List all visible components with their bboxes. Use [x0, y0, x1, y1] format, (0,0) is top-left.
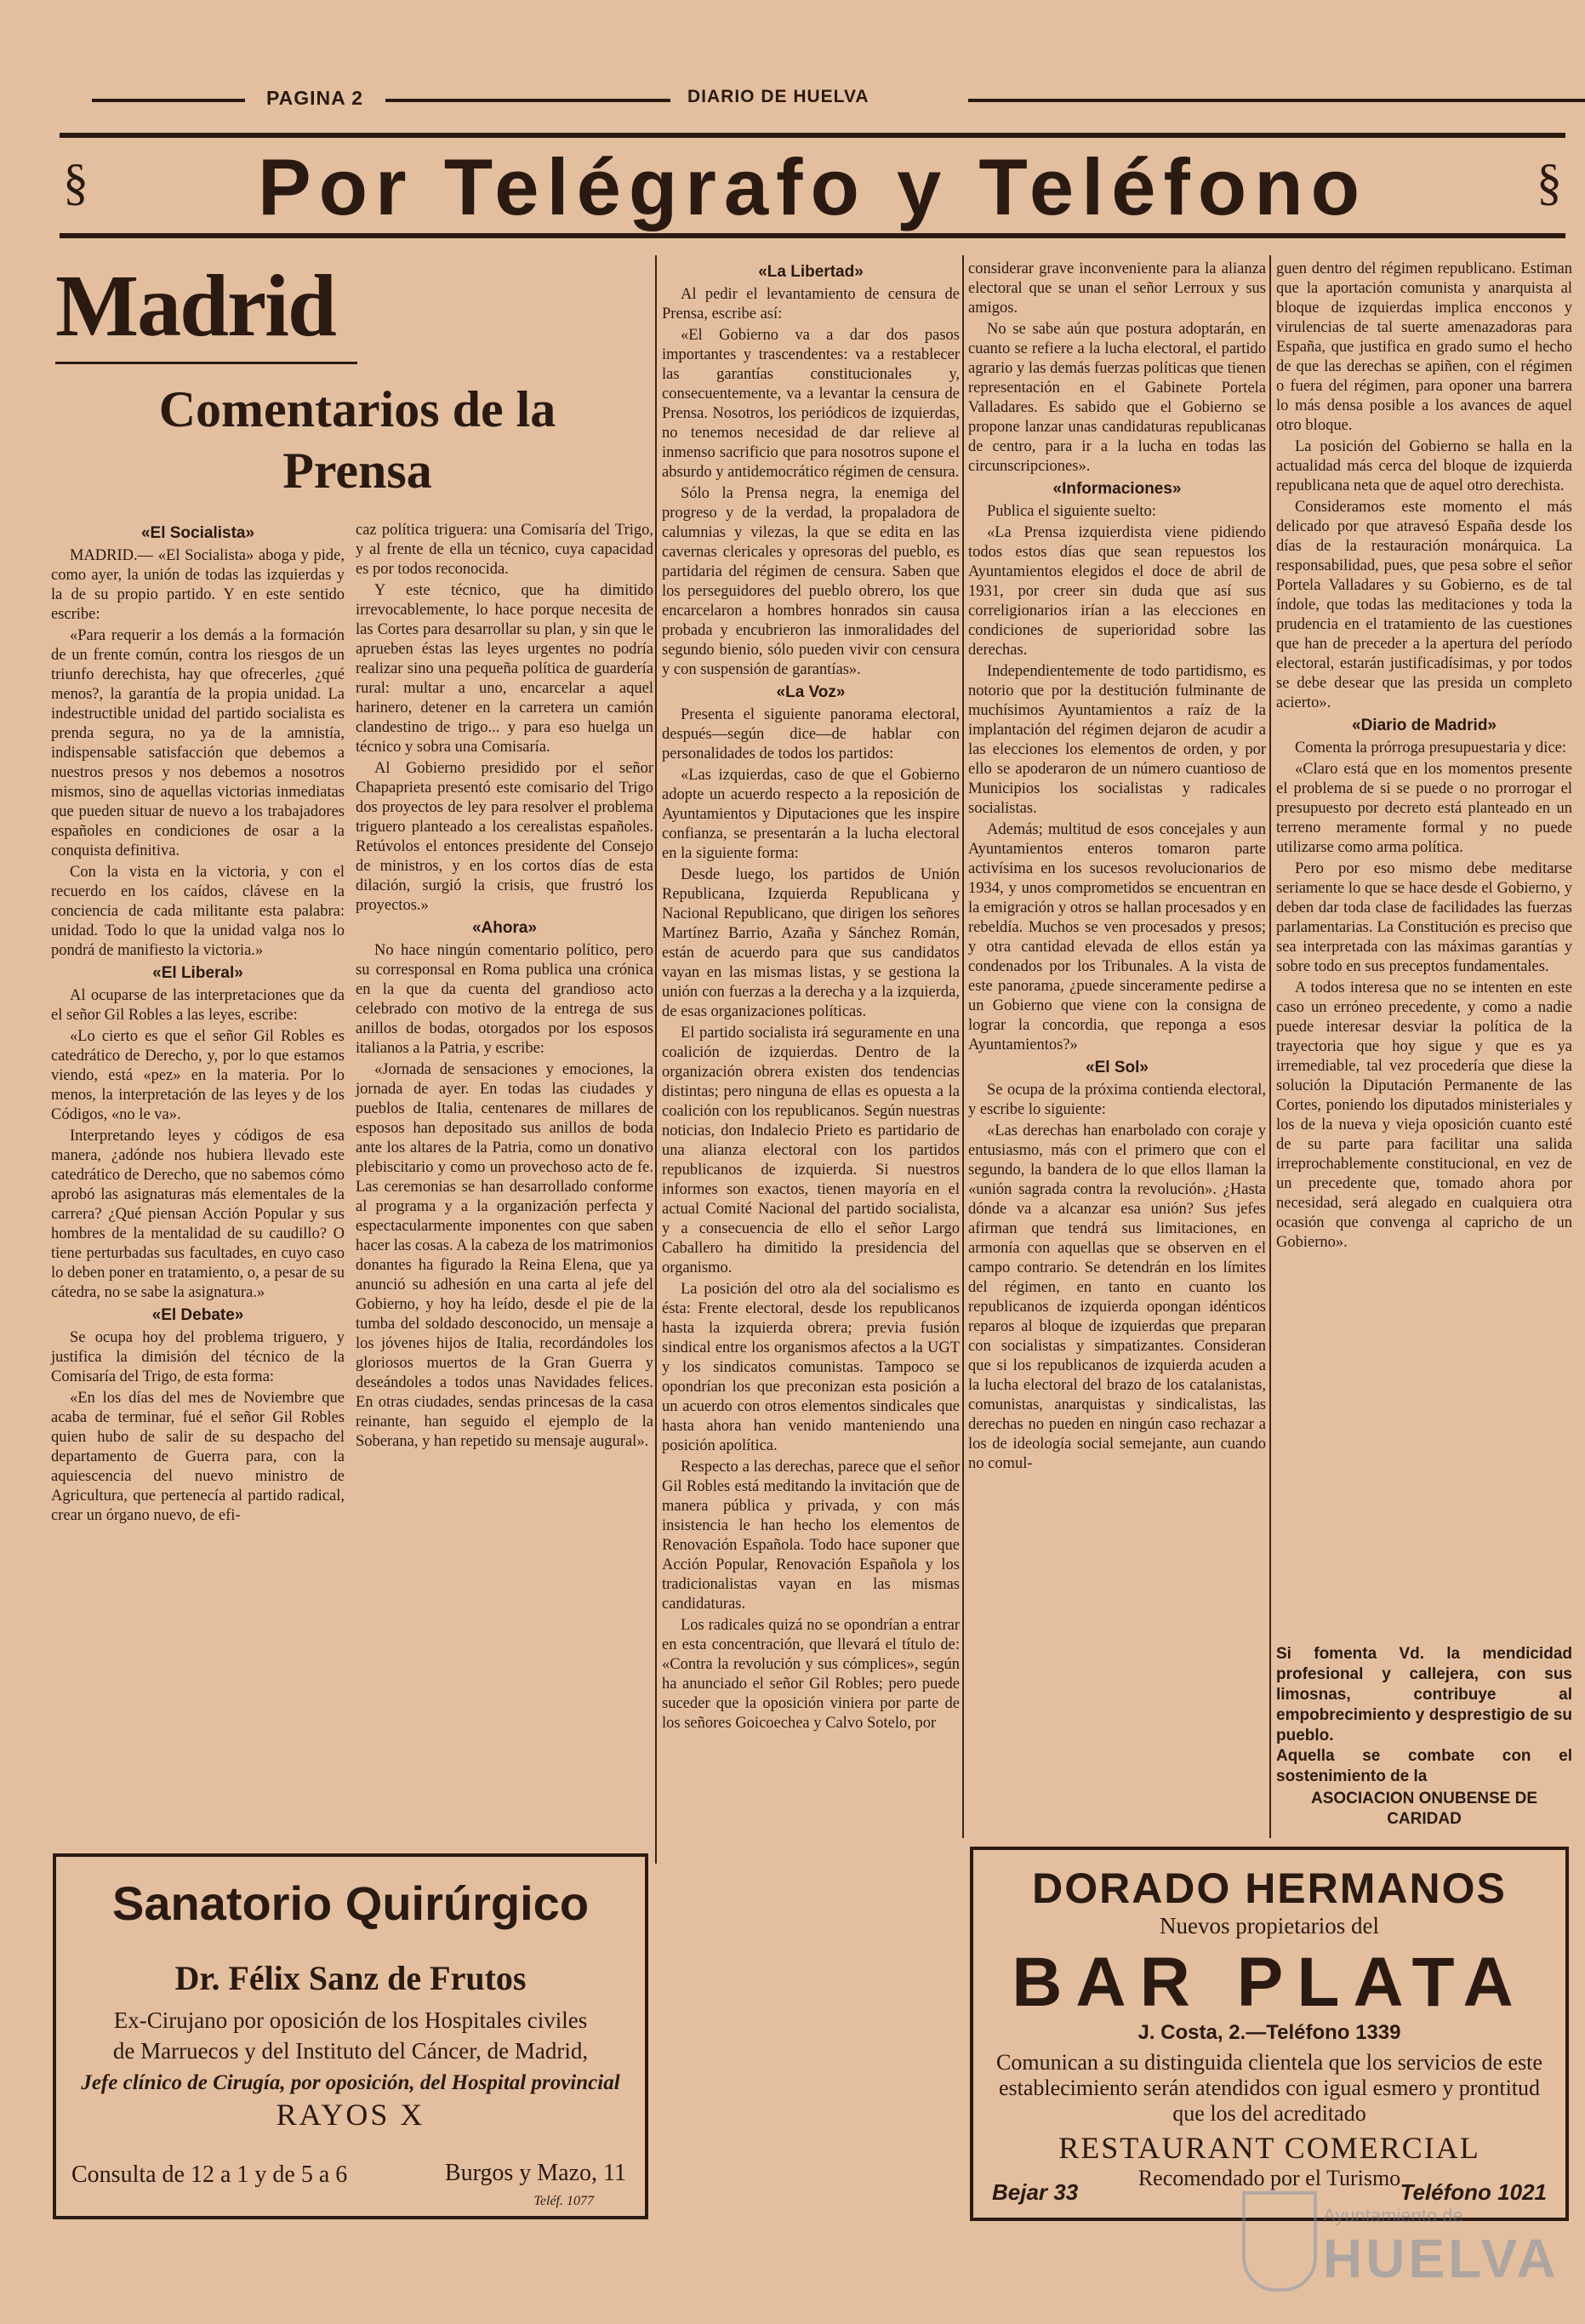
header-rule-middle [385, 99, 670, 102]
section-heading: «Informaciones» [1052, 480, 1182, 498]
ad-rayos: RAYOS X [276, 2098, 425, 2132]
column-rule [962, 255, 964, 1838]
column-1 [51, 521, 345, 1527]
ad-sanatorio-title: Sanatorio Quirúrgico [111, 1876, 590, 1930]
paragraph: No hace ningún comentario político, pero su corresponsal en Roma publica una crónica en la que da cuenta del grandioso acto celebrado con motivo de la entrega de sus anillos de bodas, otorgados por los esposos italianos a la Patria, y escribe: [356, 942, 653, 1057]
paragraph: Comenta la prórroga presupuestaria y dice: [1295, 739, 1567, 757]
paragraph: «Claro está que en los momentos presente el problema de si se puede o no prorrogar el presupuesto por decreto está planteado en un terreno meramente formal y no puede utilizarse como arma política. [1276, 761, 1572, 856]
ad-bar-phone: Teléfono 1021 [1400, 2179, 1547, 2205]
paragraph: «Las izquierdas, caso de que el Gobierno adopte un acuerdo respecto a la reposición de Ayuntamientos y Diputaciones que les inspire confianza, se presentarán a la lucha electoral en la siguiente forma: [662, 767, 960, 862]
paragraph: Al pedir el levantamiento de censura de Prensa, escribe así: [662, 286, 960, 323]
paragraph: Se ocupa hoy del problema triguero, y justifica la dimisión del técnico de la Comisaría del Trigo, de esta forma: [51, 1329, 345, 1385]
paragraph: caz política triguera: una Comisaría del Trigo, y al frente de ella un técnico, cuya capacidad es por todos reconocida. [356, 522, 653, 578]
paragraph: Y este técnico, que ha dimitido irrevocablemente, lo hace porque necesita de las Cortes para desarrollar su plan, y sin que le aprueben éstas las leyes urgentes no podría realizar sino una pequeña política de guardería rural: multar a uno, encarcelar a aquel harinero, detener en la carretera un camión clandestino de trigo... y para eso huelga un técnico y sobra una Comisaría. [356, 582, 653, 756]
paragraph: A todos interesa que no se intenten en este caso un erróneo precedente, y como a nadie puede interesar desviar la política de la trayectoria que hoy sigue y que es ya irremediable, tal vez procedería que diese la solución la Diputación Permanente de las Cortes, poniendo los diputados ministeriales y los de la nueva y vieja oposición cuanto esté de su parte para facilitar una salida irreprochablemente constitucional, en vez de un precedente que, tomado ahora por necesidad, será alegado en cualquiera otra ocasión que convenga al capricho de un Gobierno». [1276, 979, 1572, 1251]
section-heading: «El Socialista» [140, 524, 255, 542]
paragraph: Pero por eso mismo debe meditarse seriamente lo que se hace desde el Gobierno, y deben dar toda clase de facilidades las fuerzas parlamentarias. La Constitución es preciso que sea interpretada con las máximas garantías y sobre todo en sus preceptos fundamentales. [1276, 860, 1572, 975]
ad-phone: Teléf. 1077 [533, 2194, 594, 2208]
page-header [92, 85, 875, 116]
paragraph: No se sabe aún que postura adoptarán, en cuanto se refiere a la lucha electoral, el partido agrario y las demás fuerzas políticas que tienen representación en el Gabinete Portela Valladares. Es sabido que el Gobierno se propone lanzar unas candidaturas republicanas de centro, para ir a la lucha en todas las circunscripciones». [968, 321, 1266, 475]
paragraph: Presenta el siguiente panorama electoral, después—según dice—de hablar con personalidades de todos los partidos: [662, 706, 960, 762]
paragraph: Además; multitud de esos concejales y aun Ayuntamientos enteros tomaron parte activísima en los sucesos revolucionarios de 1934, y unos comprometidos se encuentran en la emigración y otros se hallan procesados y en rebeldía. Muchos se ven procesados y presos; y otra cantidad elevada de ellos están ya condenados por los Tribunales. A la vista de este panorama, ¿puede sinceramente pedirse a un Gobierno que viene con la consigna de lograr la concordia, que reponga a esos Ayuntamientos?» [968, 821, 1266, 1054]
paragraph: Con la vista en la victoria, y con el recuerdo en los caídos, clávese en la conciencia de cada militante esta palabra: unidad. Todo lo que la unidad valga nos lo pondrá de manifiesto la victoria.» [51, 864, 345, 959]
section-heading: «El Liberal» [152, 964, 243, 982]
paragraph: Se ocupa de la próxima contienda electoral, y escribe lo siguiente: [968, 1082, 1266, 1118]
column-5 [1276, 260, 1572, 1254]
paragraph: guen dentro del régimen republicano. Estiman que la aportación comunista y anarquista al bloque de izquierdas implica encconos y virulencias de tal suerte amenazadoras para España, que justifica en grado sumo el hecho de que las derechas se apiñen, con el régimen o fuera del régimen, para oponer una barrera lo más densa posible a los avances de aquel otro bloque. [1276, 260, 1572, 434]
section-heading: «El Sol» [1086, 1059, 1149, 1076]
paragraph: Respecto a las derechas, parece que el señor Gil Robles está meditando la invitación que de manera pública y privada, y con más insistencia le han hecho los elementos de Renovación Española. Todo hace suponer que Acción Popular, Renovación Española y los tradicionalistas vayan en las mismas candidaturas. [662, 1459, 960, 1613]
section-heading: «El Debate» [151, 1306, 244, 1324]
paragraph: La posición del Gobierno se halla en la actualidad más cerca del bloque de izquierda republicana neta que de aquel otro derechista. [1276, 438, 1572, 494]
header-rule-left [92, 99, 245, 102]
paragraph: Interpretando leyes y códigos de esa manera, ¿adónde nos hubiera llevado este catedrático de Derecho, que no sabemos cómo aprobó las asignaturas más elementales de la carrera? ¿Qué piensan Acción Popular y sus hombres de la mentalidad de su caudillo? O tiene perturbadas sus facultades, en cuyo caso lo deben poner en tratamiento, o, a pesar de su cátedra, no se sabe la asignatura.» [51, 1128, 345, 1301]
ad-dorado-sub: Nuevos propietarios del [1160, 1913, 1379, 1939]
ad-line-1: Ex-Cirujano por oposición de los Hospitales civiles [113, 2007, 588, 2033]
paragraph: «Jornada de sensaciones y emociones, la jornada de ayer. En todas las ciudades y pueblos de Italia, centenares de millares de esposos han depositado sus anillos de boda ante los altares de la Patria, como un donativo plebiscitario y como un provechoso acto de fe. Las ceremonias se han desarrollado conforme al programa y a la organización perfecta y espectacularmente imponentes con que saben hacer las cosas. A la cabeza de los matrimonios donantes ha figurado la Reina Elena, que ya anunció su adhesión en una carta al jefe del Gobierno, y hoy ha leído, desde el pie de la tumba del soldado desconocido, un mensaje a los jóvenes hijos de Italia, recordándoles los gloriosos muertos de la Gran Guerra y deseándoles a todos unas Navidades felices. En otras ciudades, sendas princesas de la casa reinante, han seguido el ejemplo de la Soberana, y han repetido su mensaje augural». [356, 1061, 653, 1450]
paragraph: MADRID.— «El Socialista» aboga y pide, como ayer, la unión de todas las izquierdas y la de su propio partido. Y en este sentido escribe: [51, 547, 345, 623]
paragraph: «La Prensa izquierdista viene pidiendo todos estos días que sean repuestos los Ayuntamientos elegidos el doce de abril de 1931, por creer sin duda que así sus correligionarios irían a las elecciones en condiciones de superioridad sobre las derechas. [968, 524, 1266, 659]
ad-line-3: Jefe clínico de Cirugía, por oposición, del Hospital provincial [81, 2071, 620, 2094]
paragraph: Independientemente de todo partidismo, es notorio que por la destitución fulminante de muchísimos Ayuntamientos a raíz de la implantación del régimen dejaron de acudir a las elecciones los elementos de orden, y por ello se apoderaron de un número cuantioso de Municipios los socialistas y radicales socialistas. [968, 663, 1266, 817]
paragraph: «Lo cierto es que el señor Gil Robles es catedrático de Derecho, y, por lo que estamos viendo, está «pez» en la materia. Por lo menos, la interpretación de las leyes y de los Códigos, «no le va». [51, 1028, 345, 1123]
paragraph: Al ocuparse de las interpretaciones que da el señor Gil Robles a las leyes, escribe: [51, 987, 345, 1024]
charity-notice [1276, 1644, 1572, 1830]
ad-dorado-title: DORADO HERMANOS [1032, 1864, 1507, 1912]
ad-line-2: de Marruecos y del Instituto del Cáncer, de Madrid, [112, 2038, 589, 2064]
paragraph: «En los días del mes de Noviembre que acaba de terminar, fué el señor Gil Robles quien hubo de salir de su despacho del departamento de Guerra para, con la aquiescencia del nuevo ministro de Agricultura, que pertenecía al partido radical, crear un órgano nuevo, de efi- [51, 1390, 345, 1524]
section-heading: «La Voz» [776, 683, 846, 701]
paragraph: Consideramos este momento el más delicado por que atravesó España desde los días de la restauración monárquica. La responsabilidad, pues, que pesa sobre el señor Portela Valladares y su Gobierno, es de tal índole, que todas las meditaciones y toda la prudencia en el tratamiento de las cuestiones que han de preceder a la apertura del período electoral, estarán justificadísimas, y por todos se debe desear que las presida un completo acierto». [1276, 499, 1572, 711]
section-heading: «La Libertad» [758, 263, 864, 281]
watermark-line-2: HUELVA [1323, 2228, 1559, 2289]
ad-restaurant: RESTAURANT COMERCIAL [1058, 2131, 1480, 2165]
notice-text-2: Aquella se combate con el sostenimiento de la [1276, 1747, 1572, 1785]
paragraph: «Para requerir a los demás a la formación de un frente común, contra los riesgos de un triunfo derechista, hay que ofrecerles, ¿qué menos?, la garantía de la propia unidad. La indestructible unidad del partido socialista es prenda segura, no ya de la amnistía, indispensable satisfacción que debemos a nuestros presos y nos debemos a nosotros mismos, sino de aquellas victorias inmediatas que pueden situar de nuevo a los trabajadores españoles en condiciones de osar a la conquista definitiva. [51, 627, 345, 859]
column-4 [968, 260, 1266, 1476]
headline: Comentarios de la Prensa [158, 381, 556, 499]
ad-hours: Consulta de 12 a 1 y de 5 a 6 [71, 2161, 348, 2188]
section-heading: «Ahora» [471, 919, 538, 937]
ad-bar-name: BAR PLATA [1012, 1944, 1527, 2021]
paragraph: «El Gobierno va a dar dos pasos importantes y trascendentes: va a restablecer las garantías constitucionales y, consecuentemente, va a levantar la censura de Prensa. Nosotros, los periódicos de izquierdas, no tenemos necesidad de dar relieve al inmenso sacrificio que para nosotros supone el absurdo y antidemocrático régimen de censura. [662, 327, 960, 481]
ad-bar-address: J. Costa, 2.—Teléfono 1339 [1137, 2021, 1401, 2044]
newspaper-name: DIARIO DE HUELVA [687, 87, 869, 106]
ad-bar-street: Bejar 33 [992, 2179, 1079, 2205]
ad-recommended: Recomendado por el Turismo [1137, 2166, 1401, 2190]
ad-bar-body: Comunican a su distinguida clientela que los servicios de este establecimiento serán atendidos con igual esmero y prontitud que los del acreditado [996, 2050, 1542, 2126]
paragraph: El partido socialista irá seguramente en una coalición de izquierdas. Dentro de la organización obrera existen dos tendencias distintas; pero ninguna de ellas es opuesta a la coalición con los republicanos. Según nuestras noticias, don Indalecio Prieto es partidario de una alianza electoral con los partidos republicanos de izquierda. Si nuestros informes son exactos, tienen mayoría en el actual Comité Nacional del partido socialista, y a consecuencia de ello el señor Largo Caballero ha dimitido la presidencia del organismo. [662, 1025, 960, 1276]
city-title: Madrid [55, 257, 335, 355]
city-rule [55, 362, 357, 364]
paragraph: Los radicales quizá no se opondrían a entrar en esta concentración, que llevará el título de: «Contra la revolución y sus cómplices», según ha anunciado el señor Gil Robles; pero puede suceder que la oposición viniera por parte de los señores Goicoechea y Calvo Sotelo, por [662, 1617, 960, 1732]
ad-address: Burgos y Mazo, 11 [444, 2160, 626, 2186]
ad-bar-plata [970, 1847, 1569, 2221]
header-rule-right [968, 99, 1585, 102]
coat-of-arms-icon [1242, 2191, 1317, 2292]
paragraph: considerar grave inconveniente para la alianza electoral que se unan el señor Lerroux y sus amigos. [968, 260, 1266, 317]
paragraph: Sólo la Prensa negra, la enemiga del progreso y de la verdad, la propaladora de calumnias y vilezas, la que se edita en las cavernas clericales y opresoras del pueblo, es partidaria del régimen de censura. Saben que los perseguidores del pueblo obrero, los que encarcelaron a hombres honrados sin causa probada y encubrieron las inmoralidades del segundo bienio, sólo pueden vivir con censura y con suspensión de garantías». [662, 485, 960, 678]
archive-watermark [1242, 2191, 1557, 2310]
notice-org: ASOCIACION ONUBENSE DE CARIDAD [1310, 1790, 1538, 1828]
paragraph: Desde luego, los partidos de Unión Republicana, Izquierda Republicana y Nacional Republicano, que dirigen los señores Martínez Barrio, Azaña y Sánchez Román, están de acuerdo para que sus candidatos vayan en las mismas listas, y se gestiona la unión con fuerzas a la derecha y a la izquierda, de esas organizaciones políticas. [662, 866, 960, 1020]
section-banner [60, 133, 1565, 238]
ornament-right-icon: § [1537, 154, 1562, 210]
paragraph: Al Gobierno presidido por el señor Chapaprieta presentó este comisario del Trigo dos proyectos de ley para resolver el problema triguero planteado a los cerealistas españoles. Retúvolos el entonces presidente del Consejo de ministros, y en los cortos días de esta dilación, surgió la crisis, que frustró los proyectos.» [356, 760, 653, 914]
column-rule [1269, 255, 1271, 1838]
column-3 [662, 260, 960, 1735]
paragraph: La posición del otro ala del socialismo es ésta: Frente electoral, desde los republicanos hasta la izquierda obrera; previa fusión sindical entre los organismos afectos a la UGT y los sindicatos comunistas. Tampoco se opondrían los que preconizan esta posición a un acuerdo con otros elementos sindicales que hasta ahora han venido manteniendo una posición apolítica. [662, 1281, 960, 1454]
banner-title: Por Telégrafo y Teléfono [257, 142, 1368, 231]
notice-text: Si fomenta Vd. la mendicidad profesional y callejera, con sus limosnas, contribuye al empobrecimiento y desprestigio de su pueblo. [1276, 1645, 1572, 1744]
paragraph: Publica el siguiente suelto: [987, 503, 1156, 520]
section-heading: «Diario de Madrid» [1352, 717, 1497, 734]
column-2 [356, 521, 653, 1453]
ad-sanatorio [53, 1853, 648, 2219]
ornament-left-icon: § [63, 154, 88, 210]
ad-doctor-name: Dr. Félix Sanz de Frutos [174, 1959, 527, 1997]
paragraph: «Las derechas han enarbolado con coraje y entusiasmo, más con el primero que con el segundo, la bandera de lo que ellos llaman la «unión sagrada contra la revolución». ¿Hasta dónde va a alcanzar esa unión? Sus jefes afirman que tendrá sus limitaciones, en armonía con aquellas que se observen en el campo contrario. Se detendrán en los límites del régimen, en tanto en cuanto los republicanos de izquierda opongan idénticos reparos al bloque de izquierdas que preparan con socialistas y simpatizantes. Consideran que si los republicanos de izquierda acuden a la lucha electoral del brazo de los catalanistas, comunistas, anarquistas y sindicalistas, las derechas no pueden en ningún caso rechazar a los de ideología social semejante, aun cuando no comul- [968, 1122, 1266, 1472]
watermark-line-1: Ayuntamiento de [1323, 2205, 1463, 2226]
page-number: PAGINA 2 [266, 87, 364, 109]
column-rule [655, 255, 657, 1864]
